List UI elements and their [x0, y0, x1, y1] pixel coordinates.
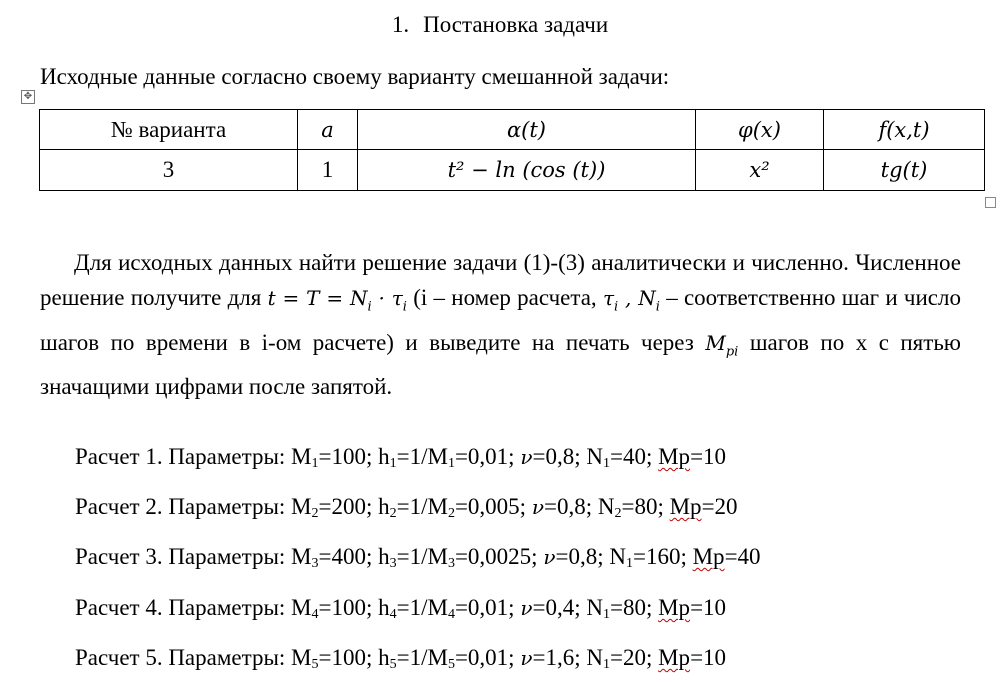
- calc-line-2: Расчет 2. Параметры: $M_2=200$; $h_2=1/M_2=0,005$; ν=0,8; $N_2=80$; Mp=20: [75, 494, 738, 521]
- section-heading: [0, 12, 1000, 38]
- calc-line-4: Расчет 4. Параметры: $M_4=100$; $h_4=1/M_4=0,01$; ν=0,4; $N_1=80$; Mp=10: [75, 595, 727, 622]
- table-row: [40, 150, 985, 191]
- cell-f: tg(t): [824, 150, 985, 191]
- calc-line-1: Расчет 1. Параметры: $M_1=100$; $h_1=1/M_1=0,01$; ν=0,8; $N_1=40$; Mp=10: [75, 444, 727, 471]
- table-resize-handle[interactable]: [985, 197, 996, 208]
- header-a: a: [298, 110, 358, 150]
- calc-line-5: Расчет 5. Параметры: $M_5=100$; $h_5=1/M_5=0,01$; ν=1,6; $N_1=20$; Mp=10: [75, 645, 727, 672]
- header-phi: φ(x): [696, 110, 824, 150]
- table-move-handle-icon[interactable]: ✥: [21, 90, 35, 104]
- cell-variant: 3: [40, 150, 298, 191]
- variant-table: [39, 109, 985, 191]
- section-number: 1.: [391, 12, 410, 37]
- task-paragraph: Для исходных данных найти решение задачи (1)-(3) аналитически и численно. Численное решение получите для $t = T = N_i \cdot \tau_i$ (i – номер расчета, $\tau_i$ , $N_i$ – соответственно шаг и число шагов по времени в i-ом расчете) и выведите на печать через $M_{pi}$ шагов по x с пятью значащими цифрами после запятой.: [40, 250, 961, 400]
- section-title: Постановка задачи: [423, 12, 609, 37]
- cell-alpha: t² − ln (cos (t)): [358, 150, 696, 191]
- header-alpha: α(t): [358, 110, 696, 150]
- header-f: f(x,t): [824, 110, 985, 150]
- cell-phi: x²: [696, 150, 824, 191]
- cell-a: 1: [298, 150, 358, 191]
- calc-line-3: Расчет 3. Параметры: $M_3=400$; $h_3=1/M_3=0,0025$; ν=0,8; $N_1=160$; Mp=40: [75, 544, 761, 571]
- header-variant: № варианта: [40, 110, 298, 150]
- intro-text: Исходные данные согласно своему варианту смешанной задачи:: [40, 64, 670, 89]
- table-header-row: [40, 110, 985, 150]
